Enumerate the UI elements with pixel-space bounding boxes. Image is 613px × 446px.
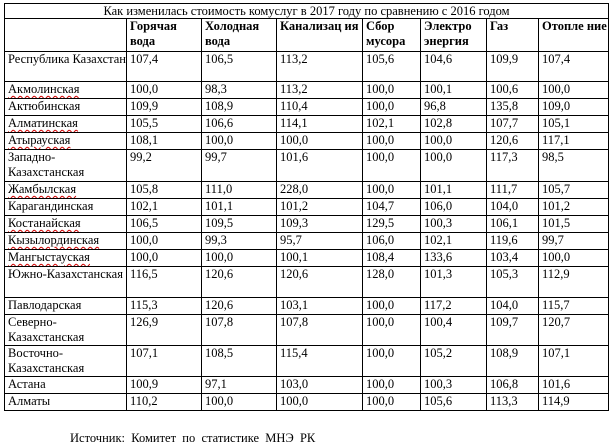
value-cell: 128,0: [363, 267, 421, 298]
value-cell: 102,8: [421, 116, 487, 133]
value-cell: 113,2: [277, 52, 363, 82]
value-cell: 115,4: [277, 346, 363, 377]
table-row: [5, 199, 609, 216]
table-row: [5, 346, 609, 377]
value-cell: 103,4: [487, 250, 539, 267]
column-header: Газ: [487, 19, 539, 52]
region-cell: [5, 267, 127, 298]
value-cell: 133,6: [421, 250, 487, 267]
table-row: [5, 377, 609, 394]
column-header: Холодная вода: [202, 19, 277, 52]
value-cell: 105,6: [421, 394, 487, 411]
value-cell: 109,7: [487, 315, 539, 346]
value-cell: 109,9: [487, 52, 539, 82]
value-cell: 115,7: [539, 298, 609, 315]
value-cell: 103,1: [277, 298, 363, 315]
table-row: [5, 52, 609, 82]
value-cell: 100,1: [421, 82, 487, 99]
region-cell: [5, 150, 127, 182]
value-cell: 102,1: [363, 116, 421, 133]
region-cell: [5, 182, 127, 199]
region-cell: [5, 233, 127, 250]
value-cell: 100,0: [363, 133, 421, 150]
table-body: [5, 52, 609, 411]
value-cell: 98,3: [202, 82, 277, 99]
region-name: Карагандинская: [8, 199, 94, 213]
region-name: Западно-Казахстанская: [8, 150, 85, 179]
value-cell: 106,5: [202, 52, 277, 82]
value-cell: 99,7: [539, 233, 609, 250]
region-name: Мангыстауская: [8, 250, 90, 264]
value-cell: 119,6: [487, 233, 539, 250]
value-cell: 228,0: [277, 182, 363, 199]
value-cell: 120,6: [277, 267, 363, 298]
value-cell: 100,0: [202, 133, 277, 150]
value-cell: 105,1: [539, 116, 609, 133]
region-name: Южно-Казахстанская: [8, 267, 123, 281]
header-row: [5, 19, 609, 52]
value-cell: 129,5: [363, 216, 421, 233]
table-row: [5, 315, 609, 346]
value-cell: 100,0: [363, 99, 421, 116]
utility-cost-table: [4, 3, 609, 411]
value-cell: 117,1: [539, 133, 609, 150]
value-cell: 100,0: [202, 250, 277, 267]
value-cell: 106,0: [421, 199, 487, 216]
value-cell: 95,7: [277, 233, 363, 250]
table-row: [5, 267, 609, 298]
value-cell: 101,6: [277, 150, 363, 182]
region-name: Жамбылская: [8, 182, 77, 196]
value-cell: 109,9: [127, 99, 202, 116]
table-row: [5, 150, 609, 182]
region-name: Алматы: [8, 394, 51, 408]
value-cell: 108,5: [202, 346, 277, 377]
value-cell: 101,6: [539, 377, 609, 394]
value-cell: 100,6: [487, 82, 539, 99]
value-cell: 110,4: [277, 99, 363, 116]
region-cell: [5, 82, 127, 99]
value-cell: 100,0: [539, 82, 609, 99]
value-cell: 113,3: [487, 394, 539, 411]
region-cell: [5, 133, 127, 150]
value-cell: 105,5: [127, 116, 202, 133]
table-row: [5, 394, 609, 411]
value-cell: 101,3: [421, 267, 487, 298]
region-cell: [5, 315, 127, 346]
value-cell: 100,0: [539, 250, 609, 267]
value-cell: 100,1: [277, 250, 363, 267]
value-cell: 107,1: [127, 346, 202, 377]
value-cell: 108,1: [127, 133, 202, 150]
value-cell: 120,6: [202, 267, 277, 298]
value-cell: 99,7: [202, 150, 277, 182]
region-cell: [5, 99, 127, 116]
value-cell: 100,0: [277, 394, 363, 411]
value-cell: 101,1: [202, 199, 277, 216]
value-cell: 100,0: [363, 150, 421, 182]
value-cell: 100,0: [202, 394, 277, 411]
region-cell: [5, 394, 127, 411]
value-cell: 105,6: [363, 52, 421, 82]
value-cell: 104,0: [487, 199, 539, 216]
column-header: Электро энергия: [421, 19, 487, 52]
value-cell: 101,5: [539, 216, 609, 233]
region-name: Акмолинская: [8, 82, 80, 96]
value-cell: 117,2: [421, 298, 487, 315]
value-cell: 105,8: [127, 182, 202, 199]
value-cell: 111,0: [202, 182, 277, 199]
region-cell: [5, 52, 127, 82]
value-cell: 96,8: [421, 99, 487, 116]
value-cell: 105,7: [539, 182, 609, 199]
value-cell: 100,0: [421, 150, 487, 182]
value-cell: 100,3: [421, 377, 487, 394]
value-cell: 103,0: [277, 377, 363, 394]
region-cell: [5, 298, 127, 315]
value-cell: 99,2: [127, 150, 202, 182]
value-cell: 106,6: [202, 116, 277, 133]
value-cell: 100,0: [127, 250, 202, 267]
value-cell: 108,9: [202, 99, 277, 116]
value-cell: 100,0: [127, 233, 202, 250]
header-region-cell: [5, 19, 127, 52]
region-cell: [5, 199, 127, 216]
column-header: Сбор мусора: [363, 19, 421, 52]
table-row: [5, 182, 609, 199]
value-cell: 100,0: [363, 315, 421, 346]
value-cell: 100,0: [363, 82, 421, 99]
region-name: Павлодарская: [8, 298, 82, 312]
value-cell: 104,0: [487, 298, 539, 315]
value-cell: 104,6: [421, 52, 487, 82]
region-cell: [5, 346, 127, 377]
value-cell: 99,3: [202, 233, 277, 250]
region-cell: [5, 250, 127, 267]
region-name: Алматинская: [8, 116, 78, 130]
value-cell: 117,3: [487, 150, 539, 182]
region-name: Северно-Казахстанская: [8, 315, 85, 344]
value-cell: 100,0: [363, 298, 421, 315]
value-cell: 100,0: [363, 182, 421, 199]
value-cell: 102,1: [421, 233, 487, 250]
region-name: Актюбинская: [8, 99, 81, 113]
source-note: Источник: Комитет по статистике МНЭ РК: [70, 431, 316, 445]
value-cell: 108,9: [487, 346, 539, 377]
value-cell: 113,2: [277, 82, 363, 99]
value-cell: 111,7: [487, 182, 539, 199]
value-cell: 105,3: [487, 267, 539, 298]
column-header: Отопле ние: [539, 19, 609, 52]
value-cell: 110,2: [127, 394, 202, 411]
table-title: Как изменилась стоимость комуслуг в 2017 году по сравнению с 2016 годом: [5, 4, 609, 19]
table-row: [5, 116, 609, 133]
value-cell: 101,1: [421, 182, 487, 199]
value-cell: 115,3: [127, 298, 202, 315]
value-cell: 107,8: [277, 315, 363, 346]
value-cell: 101,2: [539, 199, 609, 216]
value-cell: 100,9: [127, 377, 202, 394]
value-cell: 107,4: [127, 52, 202, 82]
value-cell: 100,0: [363, 377, 421, 394]
column-header: Горячая вода: [127, 19, 202, 52]
value-cell: 102,1: [127, 199, 202, 216]
value-cell: 98,5: [539, 150, 609, 182]
region-cell: [5, 116, 127, 133]
value-cell: 100,0: [363, 346, 421, 377]
value-cell: 100,0: [363, 394, 421, 411]
region-name: Астана: [8, 377, 46, 391]
table-row: [5, 298, 609, 315]
title-row: [5, 4, 609, 19]
region-name: Республика Казахстан: [8, 52, 126, 66]
value-cell: 106,5: [127, 216, 202, 233]
value-cell: 109,0: [539, 99, 609, 116]
document-page: [4, 3, 608, 445]
value-cell: 107,1: [539, 346, 609, 377]
region-name: Атырауская: [8, 133, 71, 147]
value-cell: 114,1: [277, 116, 363, 133]
value-cell: 126,9: [127, 315, 202, 346]
value-cell: 114,9: [539, 394, 609, 411]
column-header: Канализац ия: [277, 19, 363, 52]
table-row: [5, 133, 609, 150]
value-cell: 97,1: [202, 377, 277, 394]
value-cell: 100,4: [421, 315, 487, 346]
value-cell: 120,6: [487, 133, 539, 150]
value-cell: 104,7: [363, 199, 421, 216]
value-cell: 107,8: [202, 315, 277, 346]
table-row: [5, 250, 609, 267]
value-cell: 107,7: [487, 116, 539, 133]
value-cell: 100,0: [277, 133, 363, 150]
value-cell: 106,8: [487, 377, 539, 394]
value-cell: 112,9: [539, 267, 609, 298]
value-cell: 109,3: [277, 216, 363, 233]
value-cell: 101,2: [277, 199, 363, 216]
value-cell: 100,0: [421, 133, 487, 150]
value-cell: 135,8: [487, 99, 539, 116]
value-cell: 100,0: [127, 82, 202, 99]
value-cell: 109,5: [202, 216, 277, 233]
value-cell: 100,3: [421, 216, 487, 233]
region-name: Восточно-Казахстанская: [8, 346, 85, 375]
region-name: Кызылординская: [8, 233, 100, 247]
value-cell: 106,0: [363, 233, 421, 250]
value-cell: 105,2: [421, 346, 487, 377]
table-row: [5, 99, 609, 116]
value-cell: 106,1: [487, 216, 539, 233]
region-cell: [5, 377, 127, 394]
value-cell: 120,6: [202, 298, 277, 315]
table-row: [5, 82, 609, 99]
table-row: [5, 233, 609, 250]
region-cell: [5, 216, 127, 233]
value-cell: 120,7: [539, 315, 609, 346]
value-cell: 116,5: [127, 267, 202, 298]
value-cell: 108,4: [363, 250, 421, 267]
region-name: Костанайская: [8, 216, 81, 230]
table-row: [5, 216, 609, 233]
value-cell: 107,4: [539, 52, 609, 82]
